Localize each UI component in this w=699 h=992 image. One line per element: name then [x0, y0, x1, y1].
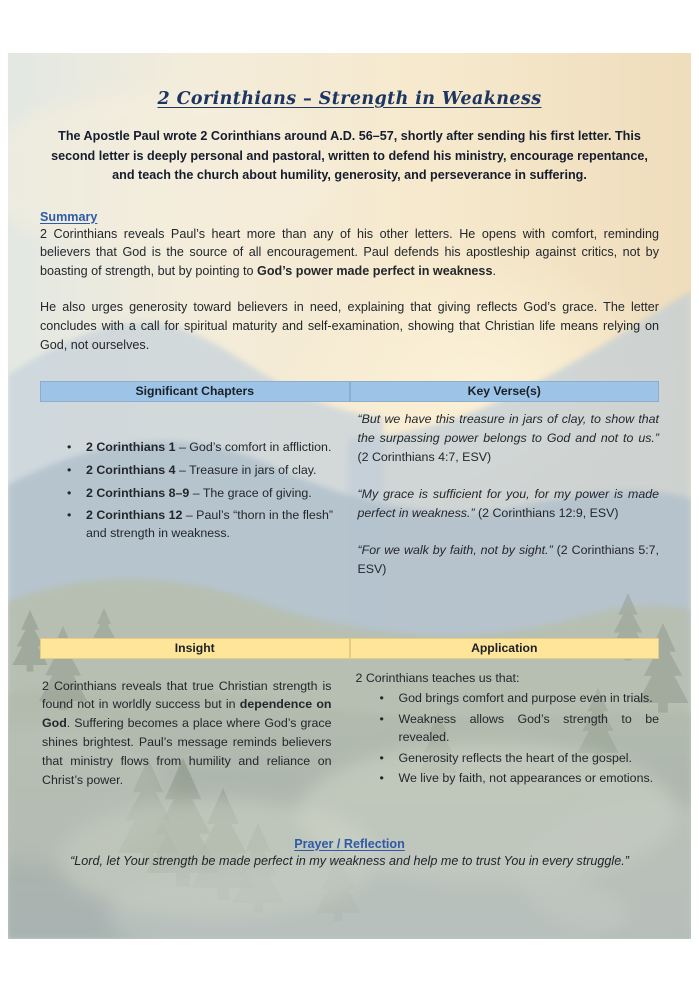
application-item: • Weakness allows God’s strength to be revealed.	[372, 711, 660, 747]
insight-end: . Suffering becomes a place where God’s grace shines brightest. Paul’s message reminds believers that ministry flows from humility and reliance on Christ’s power.	[42, 716, 332, 787]
verse-quote: “For we walk by faith, not by sight.”	[357, 543, 553, 558]
insight-bold: dependence on God	[42, 697, 332, 731]
verse-reference: (2 Corinthians 4:7, ESV)	[357, 449, 492, 464]
application-header: Application	[350, 638, 660, 659]
key-verses-header: Key Verse(s)	[350, 381, 660, 402]
summary-p1-text: 2 Corinthians reveals Paul’s heart more than any of his other letters. He opens with comfort, reminding believers that God is the source of all encouragement. Paul defends his apostleship against critics, not by boasting of strength, but by pointing to	[40, 226, 659, 278]
chapter-list	[41, 403, 349, 561]
document-content	[8, 53, 691, 868]
chapter-item-rest: – Paul’s “thorn in the flesh” and strength in weakness.	[86, 508, 334, 540]
insight-table-body-row	[40, 659, 659, 802]
application-item: • God brings comfort and purpose even in trials.	[372, 690, 660, 708]
application-list	[356, 690, 660, 789]
verse-paragraph	[358, 541, 660, 578]
chapter-item-rest: – Treasure in jars of clay.	[175, 462, 317, 477]
prayer-heading: Prayer / Reflection	[294, 836, 405, 851]
intro-paragraph: The Apostle Paul wrote 2 Corinthians around A.D. 56–57, shortly after sending his first letter. This second letter is deeply personal and pastoral, written to defend his ministry, encourage repentance, and teach the church about humility, generosity, and perseverance in suffering.	[51, 129, 648, 183]
verse-quote: “My grace is sufficient for you, for my power is made perfect in weakness.”	[357, 487, 659, 520]
summary-paragraph-2: He also urges generosity toward believers in need, explaining that giving reflects God’s grace. The letter concludes with a call for spiritual maturity and self-examination, showing that Christian life means relying on God, not ourselves.	[40, 300, 659, 352]
chapter-item-lead: 2 Corinthians 8–9	[86, 485, 190, 500]
application-lead: 2 Corinthians teaches us that:	[355, 670, 520, 685]
application-cell	[350, 659, 660, 802]
verse-quote: “But we have this treasure in jars of clay, to show that the surpassing power belongs to God and not to us.”	[357, 412, 659, 445]
document-page	[8, 53, 691, 939]
verse-paragraph	[358, 410, 660, 466]
chapter-item-lead: 2 Corinthians 4	[86, 462, 176, 477]
insight-paragraph	[42, 677, 332, 790]
chapters-table-body-row	[40, 402, 659, 607]
page-title: 2 Corinthians – Strength in Weakness	[157, 89, 542, 109]
insight-application-table	[40, 638, 659, 802]
chapter-item-rest: – The grace of giving.	[189, 485, 312, 500]
prayer-quote: “Lord, let Your strength be made perfect in my weakness and help me to trust You in every struggle.”	[70, 853, 629, 868]
chapter-item	[59, 462, 339, 480]
summary-p1-end: .	[492, 263, 496, 278]
significant-chapters-cell	[40, 402, 350, 607]
chapters-verses-table	[40, 381, 659, 607]
insight-header: Insight	[40, 638, 350, 659]
chapter-item-lead: 2 Corinthians 12	[86, 508, 183, 523]
chapter-item-lead: 2 Corinthians 1	[86, 440, 176, 455]
chapter-item	[59, 485, 339, 503]
insight-cell	[40, 659, 350, 802]
application-item: • Generosity reflects the heart of the gospel.	[372, 750, 660, 768]
summary-p1-bold: God’s power made perfect in weakness	[257, 263, 493, 278]
chapter-item-rest: – God’s comfort in affliction.	[175, 440, 332, 455]
verse-reference: (2 Corinthians 12:9, ESV)	[474, 505, 619, 520]
significant-chapters-header: Significant Chapters	[40, 381, 350, 402]
chapter-item	[59, 439, 339, 457]
key-verses-cell	[350, 402, 660, 607]
chapter-item	[59, 507, 339, 542]
verse-reference: (2 Corinthians 5:7, ESV)	[357, 543, 659, 576]
insight-text: 2 Corinthians reveals that true Christian strength is found not in worldly success but in	[42, 678, 332, 712]
summary-heading: Summary	[40, 209, 98, 224]
verse-paragraph	[358, 485, 660, 522]
insight-table-header-row	[40, 638, 659, 659]
chapters-table-header-row	[40, 381, 659, 402]
application-item: • We live by faith, not appearances or emotions.	[372, 770, 660, 788]
prayer-section	[40, 837, 659, 868]
summary-paragraph-1	[40, 225, 659, 281]
